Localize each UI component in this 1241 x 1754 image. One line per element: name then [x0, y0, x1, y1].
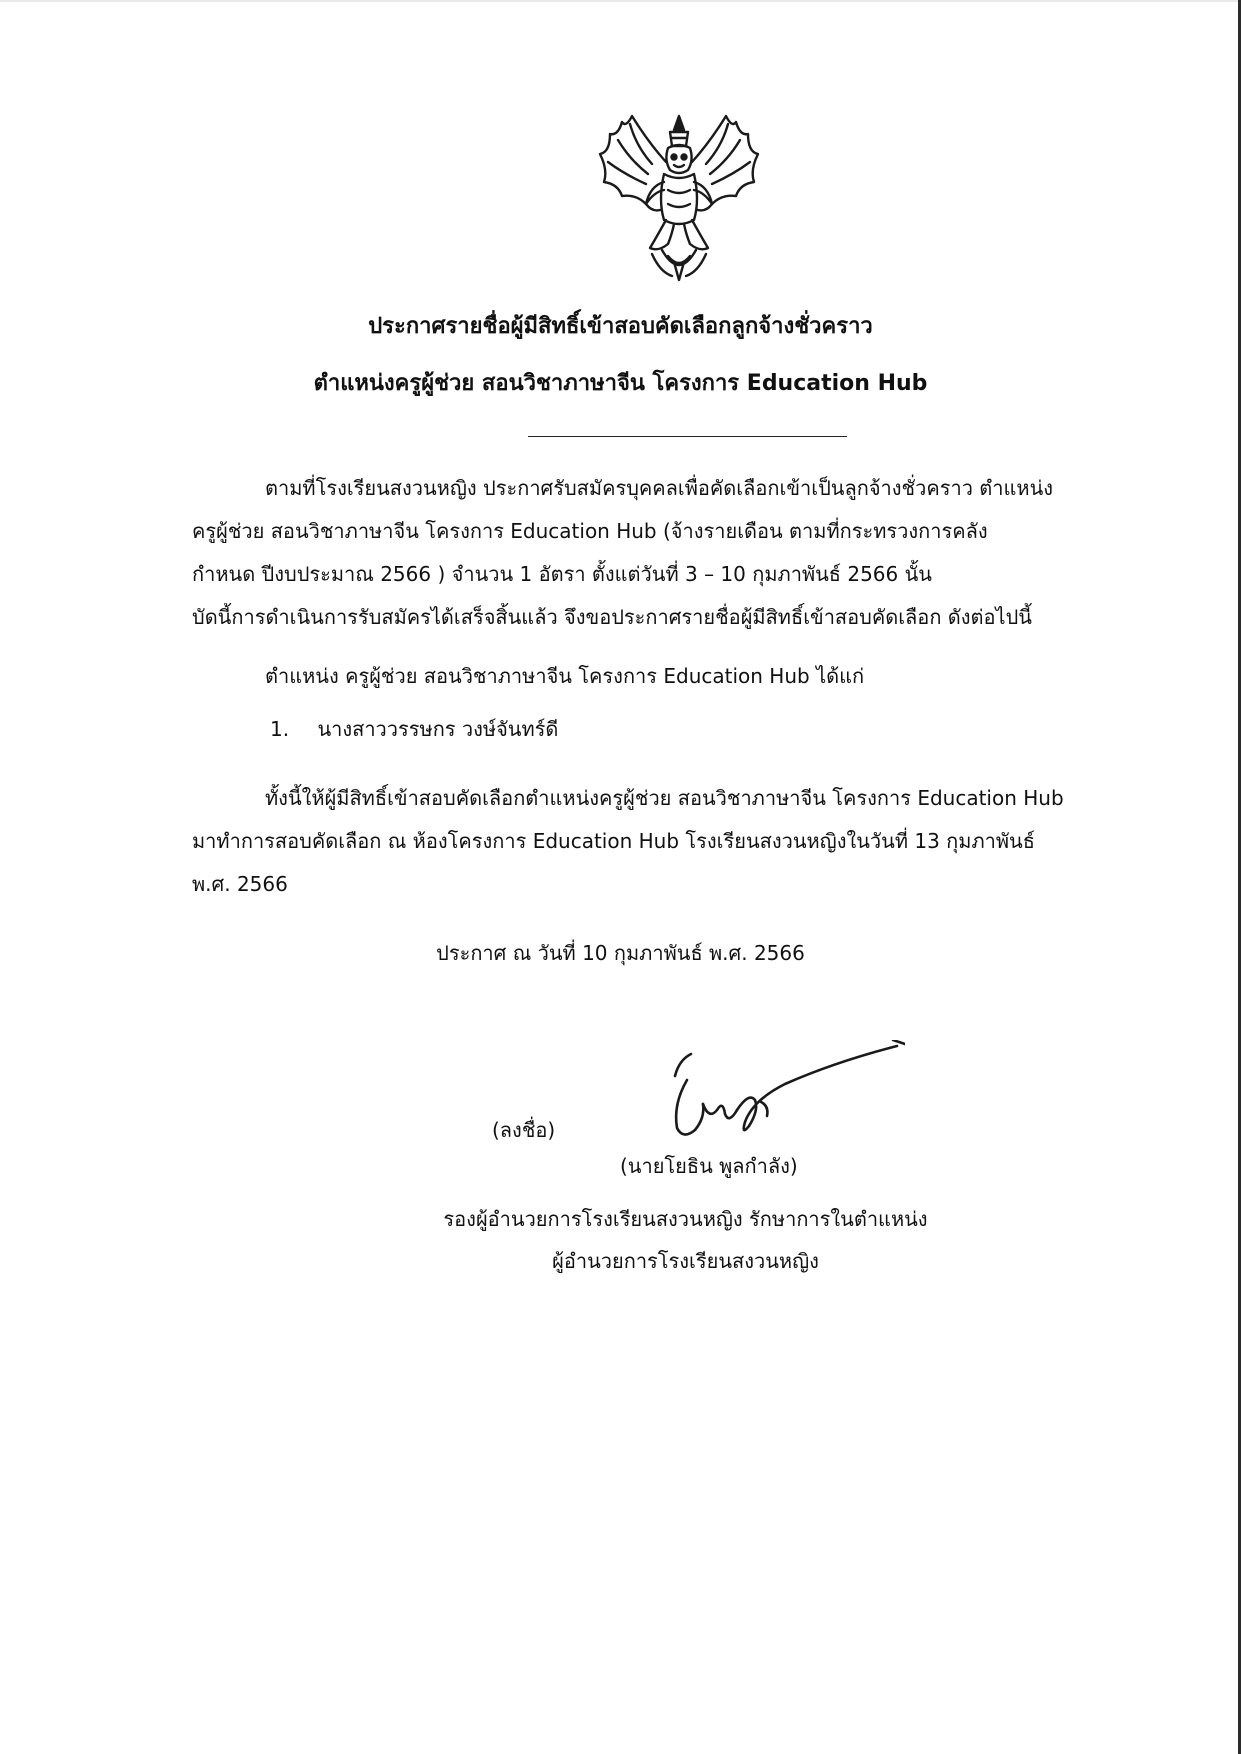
signatory-name: (นายโยธิน พูลกำลัง) — [620, 1154, 798, 1178]
position-line: ตำแหน่ง ครูผู้ช่วย สอนวิชาภาษาจีน โครงการ Education Hub ได้แก่ — [265, 664, 865, 688]
candidate-number: 1. — [270, 717, 290, 741]
scan-top-edge — [0, 0, 1241, 2]
exam-line-2: มาทำการสอบคัดเลือก ณ ห้องโครงการ Education Hub โรงเรียนสงวนหญิงในวันที่ 13 กุมภาพันธ์ — [192, 829, 1035, 853]
signatory-position-2: ผู้อำนวยการโรงเรียนสงวนหญิง — [552, 1249, 819, 1273]
intro-line-4: บัดนี้การดำเนินการรับสมัครได้เสร็จสิ้นแล้ว จึงขอประกาศรายชื่อผู้มีสิทธิ์เข้าสอบคัดเลือก ดังต่อไปนี้ — [192, 605, 1032, 629]
signatory-position-1: รองผู้อำนวยการโรงเรียนสงวนหญิง รักษาการในตำแหน่ง — [443, 1207, 928, 1231]
title-divider — [528, 436, 847, 437]
exam-line-1: ทั้งนี้ให้ผู้มีสิทธิ์เข้าสอบคัดเลือกตำแหน่งครูผู้ช่วย สอนวิชาภาษาจีน โครงการ Education Hub — [265, 786, 1064, 810]
handwritten-signature — [665, 1040, 905, 1160]
page-subtitle: ตำแหน่งครูผู้ช่วย สอนวิชาภาษาจีน โครงการ Education Hub — [313, 371, 928, 396]
intro-line-1: ตามที่โรงเรียนสงวนหญิง ประกาศรับสมัครบุคคลเพื่อคัดเลือกเข้าเป็นลูกจ้างชั่วคราว ตำแหน่ง — [265, 476, 1054, 500]
garuda-emblem-icon — [596, 112, 762, 282]
list-item — [270, 713, 558, 745]
intro-line-3: กำหนด ปีงบประมาณ 2566 ) จำนวน 1 อัตรา ตั้งแต่วันที่ 3 – 10 กุมภาพันธ์ 2566 นั้น — [192, 562, 932, 586]
intro-line-2: ครูผู้ช่วย สอนวิชาภาษาจีน โครงการ Education Hub (จ้างรายเดือน ตามที่กระทรวงการคลัง — [192, 519, 988, 543]
sign-label: (ลงชื่อ) — [492, 1118, 556, 1142]
announcement-date: ประกาศ ณ วันที่ 10 กุมภาพันธ์ พ.ศ. 2566 — [436, 941, 805, 965]
page-title: ประกาศรายชื่อผู้มีสิทธิ์เข้าสอบคัดเลือกลูกจ้างชั่วคราว — [368, 314, 873, 339]
exam-line-3: พ.ศ. 2566 — [192, 872, 288, 896]
candidate-name: นางสาววรรษกร วงษ์จันทร์ดี — [317, 717, 559, 741]
